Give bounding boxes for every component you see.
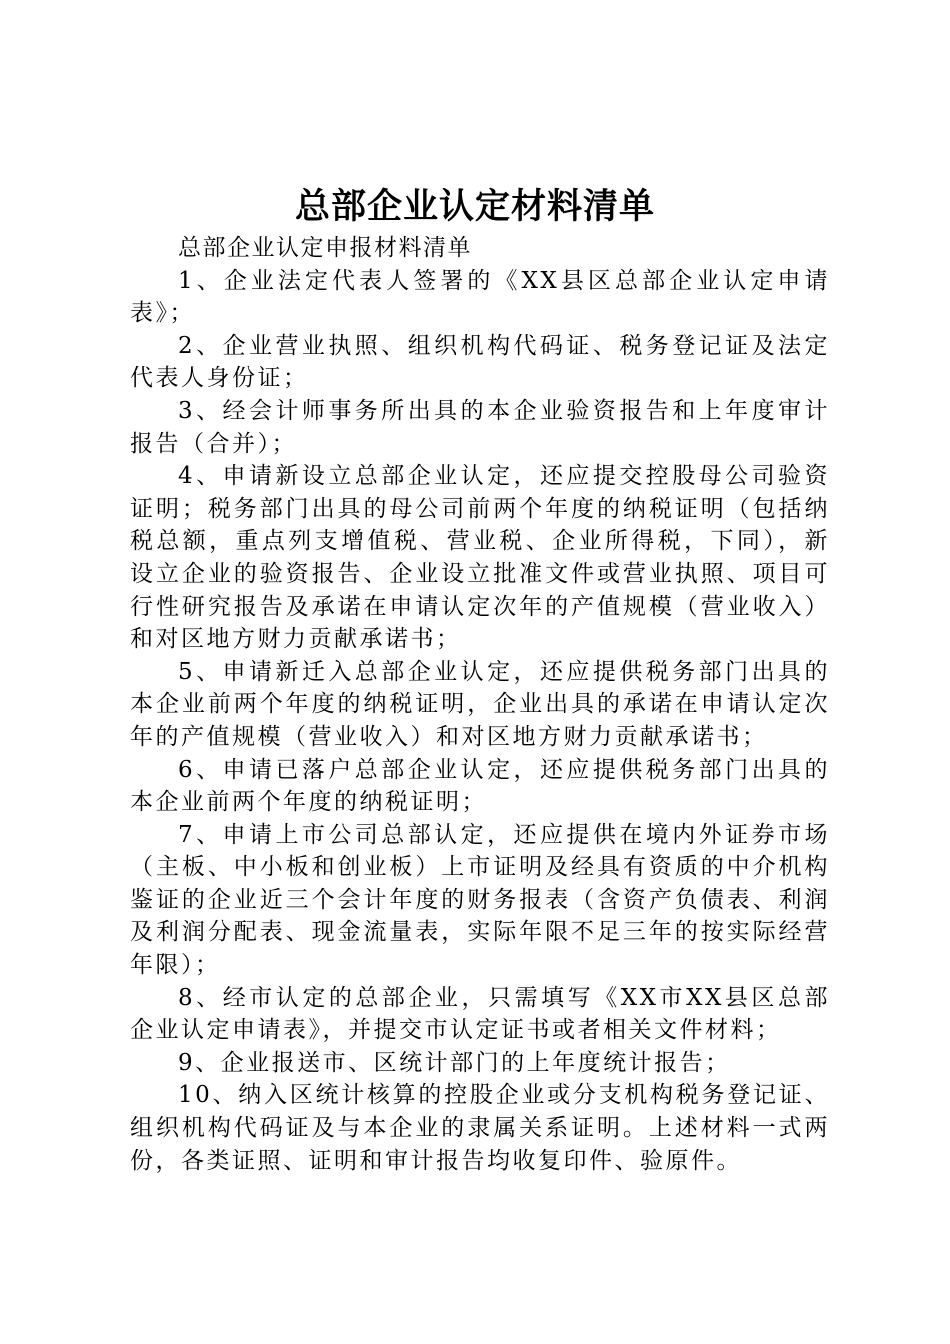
section-heading: 总部企业认定申报材料清单 <box>178 235 472 261</box>
list-item: 9、企业报送市、区统计部门的上年度统计报告； <box>178 1049 731 1076</box>
list-item: 3、经会计师事务所出具的本企业验资报告和上年度审计报告（合并）； <box>130 397 830 457</box>
list-item: 8、经市认定的总部企业，只需填写《XX市XX县区总部企业认定申请表》，并提交市认定证书或者相关文件材料； <box>130 984 830 1044</box>
list-item: 4、申请新设立总部企业认定，还应提交控股母公司验资证明；税务部门出具的母公司前两个年度的纳税证明（包括纳税总额，重点列支增值税、营业税、企业所得税，下同），新设立企业的验资报告、企业设立批准文件或营业执照、项目可行性研究报告及承诺在申请认定次年的产值规模（营业收入）和对区地方财力贡献承诺书； <box>130 463 830 653</box>
list-item: 7、申请上市公司总部认定，还应提供在境内外证券市场（主板、中小板和创业板）上市证明及经具有资质的中介机构鉴证的企业近三个会计年度的财务报表（含资产负债表、利润及利润分配表、现金流量表，实际年限不足三年的按实际经营年限）； <box>130 821 830 979</box>
list-item: 5、申请新迁入总部企业认定，还应提供税务部门出具的本企业前两个年度的纳税证明，企业出具的承诺在申请认定次年的产值规模（营业收入）和对区地方财力贡献承诺书； <box>130 658 830 750</box>
document-body <box>130 232 830 1177</box>
list-item: 6、申请已落户总部企业认定，还应提供税务部门出具的本企业前两个年度的纳税证明； <box>130 756 830 816</box>
list-item: 2、企业营业执照、组织机构代码证、税务登记证及法定代表人身份证； <box>130 332 830 392</box>
list-item: 10、纳入区统计核算的控股企业或分支机构税务登记证、组织机构代码证及与本企业的隶属关系证明。上述材料一式两份，各类证照、证明和审计报告均收复印件、验原件。 <box>130 1082 830 1174</box>
document-title: 总部企业认定材料清单 <box>294 187 655 227</box>
list-item: 1、企业法定代表人签署的《XX县区总部企业认定申请表》； <box>130 267 830 327</box>
